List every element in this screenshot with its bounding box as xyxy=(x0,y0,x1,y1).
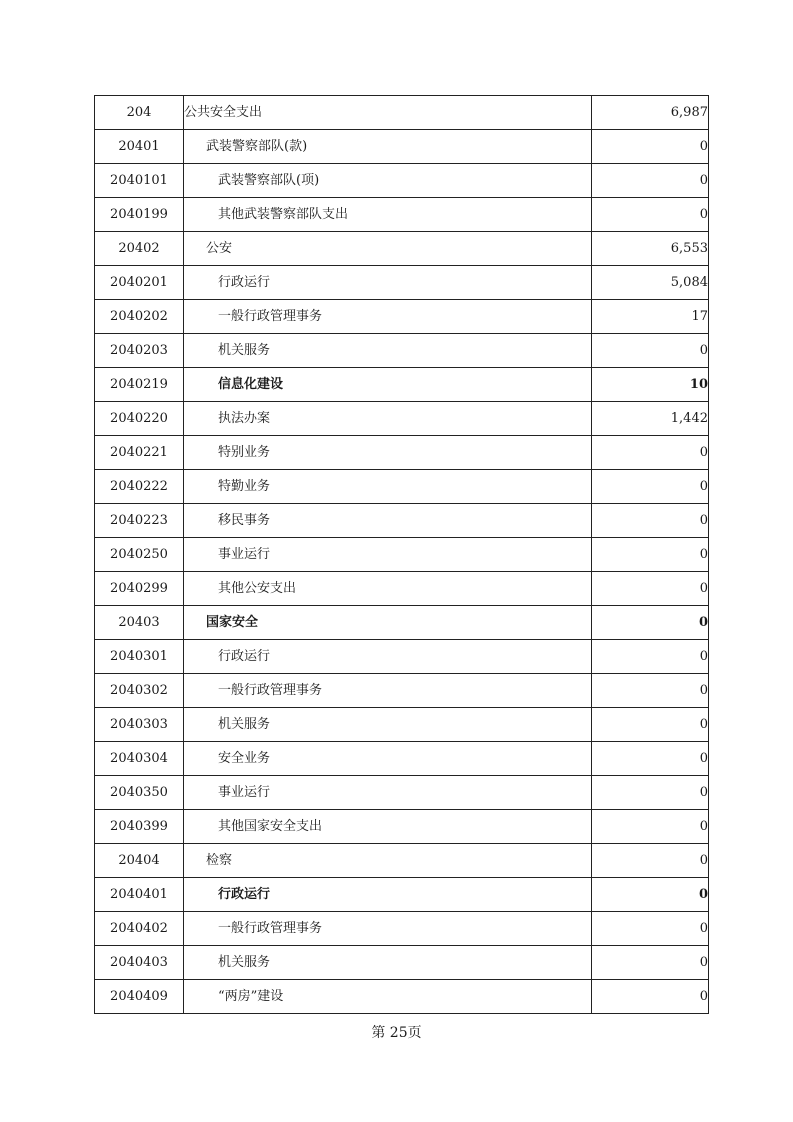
row-code-cell: 2040403 xyxy=(95,946,184,980)
row-amount-cell: 0 xyxy=(592,130,709,164)
row-code-cell: 2040201 xyxy=(95,266,184,300)
table-row xyxy=(95,538,709,572)
table-row xyxy=(95,606,709,640)
row-name-cell: 国家安全 xyxy=(184,606,592,640)
table-row xyxy=(95,708,709,742)
row-amount-cell: 0 xyxy=(592,708,709,742)
table-row xyxy=(95,878,709,912)
row-amount-cell: 0 xyxy=(592,470,709,504)
table-row xyxy=(95,572,709,606)
table-row xyxy=(95,912,709,946)
row-amount-cell: 5,084 xyxy=(592,266,709,300)
row-code-cell: 2040219 xyxy=(95,368,184,402)
row-name-cell: 事业运行 xyxy=(184,538,592,572)
row-code-cell: 2040304 xyxy=(95,742,184,776)
row-name-cell: “两房”建设 xyxy=(184,980,592,1014)
row-amount-cell: 0 xyxy=(592,606,709,640)
row-code-cell: 2040303 xyxy=(95,708,184,742)
row-name-cell: 一般行政管理事务 xyxy=(184,300,592,334)
row-amount-cell: 6,553 xyxy=(592,232,709,266)
row-name-cell: 其他公安支出 xyxy=(184,572,592,606)
row-code-cell: 2040301 xyxy=(95,640,184,674)
table-row xyxy=(95,504,709,538)
row-amount-cell: 0 xyxy=(592,198,709,232)
row-amount-cell: 0 xyxy=(592,538,709,572)
row-amount-cell: 0 xyxy=(592,674,709,708)
row-amount-cell: 0 xyxy=(592,946,709,980)
row-code-cell: 2040302 xyxy=(95,674,184,708)
row-name-cell: 行政运行 xyxy=(184,640,592,674)
table-row xyxy=(95,844,709,878)
row-amount-cell: 0 xyxy=(592,912,709,946)
row-amount-cell: 0 xyxy=(592,640,709,674)
row-name-cell: 执法办案 xyxy=(184,402,592,436)
row-name-cell: 特别业务 xyxy=(184,436,592,470)
row-code-cell: 2040203 xyxy=(95,334,184,368)
row-code-cell: 2040350 xyxy=(95,776,184,810)
budget-table xyxy=(94,95,709,1014)
row-code-cell: 2040220 xyxy=(95,402,184,436)
table-row xyxy=(95,164,709,198)
table-row xyxy=(95,946,709,980)
row-code-cell: 2040250 xyxy=(95,538,184,572)
row-amount-cell: 1,442 xyxy=(592,402,709,436)
row-code-cell: 2040409 xyxy=(95,980,184,1014)
row-amount-cell: 0 xyxy=(592,810,709,844)
row-code-cell: 2040402 xyxy=(95,912,184,946)
row-name-cell: 公安 xyxy=(184,232,592,266)
row-name-cell: 行政运行 xyxy=(184,878,592,912)
row-amount-cell: 0 xyxy=(592,334,709,368)
table-row xyxy=(95,674,709,708)
row-name-cell: 其他国家安全支出 xyxy=(184,810,592,844)
row-amount-cell: 10 xyxy=(592,368,709,402)
row-code-cell: 20401 xyxy=(95,130,184,164)
row-code-cell: 20404 xyxy=(95,844,184,878)
table-row xyxy=(95,300,709,334)
row-name-cell: 行政运行 xyxy=(184,266,592,300)
row-code-cell: 2040223 xyxy=(95,504,184,538)
table-row xyxy=(95,232,709,266)
table-row xyxy=(95,776,709,810)
row-name-cell: 特勤业务 xyxy=(184,470,592,504)
table-row xyxy=(95,980,709,1014)
row-code-cell: 2040101 xyxy=(95,164,184,198)
row-amount-cell: 0 xyxy=(592,844,709,878)
table-row xyxy=(95,198,709,232)
table-row xyxy=(95,334,709,368)
row-code-cell: 2040222 xyxy=(95,470,184,504)
row-amount-cell: 0 xyxy=(592,878,709,912)
table-row xyxy=(95,402,709,436)
row-name-cell: 武装警察部队(项) xyxy=(184,164,592,198)
row-amount-cell: 0 xyxy=(592,164,709,198)
table-row xyxy=(95,742,709,776)
row-name-cell: 机关服务 xyxy=(184,946,592,980)
table-row xyxy=(95,368,709,402)
row-code-cell: 2040199 xyxy=(95,198,184,232)
row-name-cell: 检察 xyxy=(184,844,592,878)
row-amount-cell: 0 xyxy=(592,436,709,470)
table-row xyxy=(95,640,709,674)
page-number: 第 25页 xyxy=(371,1025,422,1041)
table-row xyxy=(95,436,709,470)
row-amount-cell: 0 xyxy=(592,742,709,776)
row-code-cell: 2040202 xyxy=(95,300,184,334)
row-code-cell: 2040399 xyxy=(95,810,184,844)
row-name-cell: 武装警察部队(款) xyxy=(184,130,592,164)
row-amount-cell: 0 xyxy=(592,980,709,1014)
table-row xyxy=(95,470,709,504)
row-code-cell: 2040221 xyxy=(95,436,184,470)
table-row xyxy=(95,266,709,300)
table-row xyxy=(95,130,709,164)
row-code-cell: 20402 xyxy=(95,232,184,266)
table-row xyxy=(95,810,709,844)
row-name-cell: 信息化建设 xyxy=(184,368,592,402)
row-name-cell: 机关服务 xyxy=(184,708,592,742)
row-code-cell: 20403 xyxy=(95,606,184,640)
row-name-cell: 公共安全支出 xyxy=(184,96,592,130)
row-amount-cell: 17 xyxy=(592,300,709,334)
row-name-cell: 安全业务 xyxy=(184,742,592,776)
row-amount-cell: 0 xyxy=(592,572,709,606)
budget-table-body xyxy=(95,96,709,1014)
table-row xyxy=(95,96,709,130)
row-amount-cell: 6,987 xyxy=(592,96,709,130)
row-name-cell: 机关服务 xyxy=(184,334,592,368)
row-code-cell: 204 xyxy=(95,96,184,130)
row-code-cell: 2040401 xyxy=(95,878,184,912)
row-amount-cell: 0 xyxy=(592,504,709,538)
row-amount-cell: 0 xyxy=(592,776,709,810)
row-name-cell: 事业运行 xyxy=(184,776,592,810)
row-name-cell: 一般行政管理事务 xyxy=(184,912,592,946)
row-name-cell: 移民事务 xyxy=(184,504,592,538)
row-code-cell: 2040299 xyxy=(95,572,184,606)
row-name-cell: 其他武装警察部队支出 xyxy=(184,198,592,232)
row-name-cell: 一般行政管理事务 xyxy=(184,674,592,708)
